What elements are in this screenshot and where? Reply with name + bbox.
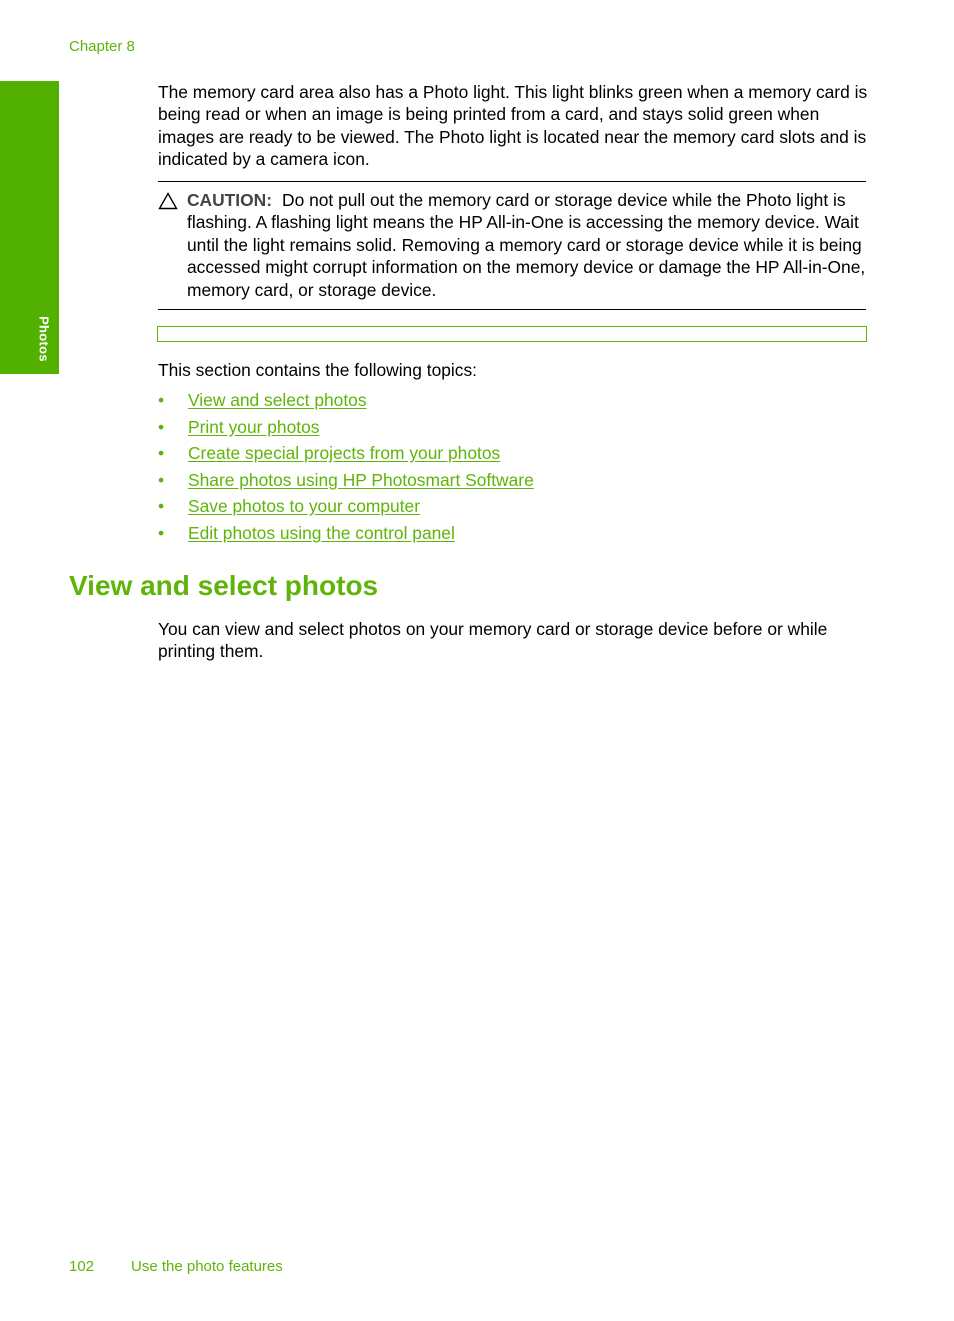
- topic-link-view-select[interactable]: View and select photos: [188, 390, 367, 410]
- list-item: [158, 495, 534, 522]
- page-footer: [69, 1258, 283, 1275]
- list-item: [158, 469, 534, 496]
- list-item: [158, 442, 534, 469]
- list-item: [158, 416, 534, 443]
- topic-link-save[interactable]: Save photos to your computer: [188, 496, 421, 516]
- list-item: [158, 389, 534, 416]
- page-number: 102: [69, 1258, 95, 1275]
- bullet: •: [158, 522, 165, 543]
- section-heading: View and select photos: [69, 570, 379, 601]
- intro-paragraph: The memory card area also has a Photo light. This light blinks green when a memory card is being read or when an image is being printed from a card, and stays solid green when images are ready to be viewed. The Photo light is located near the memory card slots and is indicated by a camera icon.: [158, 82, 868, 170]
- caution-note: [158, 181, 866, 310]
- green-divider-box: [157, 326, 867, 342]
- caution-text: Do not pull out the memory card or storage device while the Photo light is flashing. A flashing light means the HP All-in-One is accessing the memory device. Wait until the light remains solid. Removing a memory card or storage device while it is being accessed might corrupt information on the memory device or damage the HP All-in-One, memory card, or storage device.: [187, 190, 866, 300]
- topic-link-print[interactable]: Print your photos: [188, 416, 320, 437]
- footer-title: Use the photo features: [131, 1258, 283, 1275]
- bullet: •: [158, 390, 165, 410]
- list-item: [158, 522, 534, 549]
- chapter-label: Chapter 8: [69, 38, 135, 55]
- topics-intro: This section contains the following topics:: [158, 360, 477, 380]
- topics-list: [158, 389, 534, 548]
- topic-link-share[interactable]: Share photos using HP Photosmart Software: [188, 469, 534, 490]
- caution-label: CAUTION:: [187, 190, 273, 210]
- bullet: •: [158, 416, 165, 437]
- caution-text-block: [187, 189, 866, 301]
- topic-link-special-projects[interactable]: Create special projects from your photos: [188, 443, 501, 463]
- bullet: •: [158, 496, 165, 516]
- caution-triangle-icon: [158, 192, 178, 210]
- bullet: •: [158, 443, 165, 463]
- topic-link-edit[interactable]: Edit photos using the control panel: [188, 522, 455, 543]
- side-tab-label: Photos: [36, 316, 52, 362]
- bullet: •: [158, 469, 165, 490]
- section-paragraph: You can view and select photos on your memory card or storage device before or while printing them.: [158, 619, 828, 662]
